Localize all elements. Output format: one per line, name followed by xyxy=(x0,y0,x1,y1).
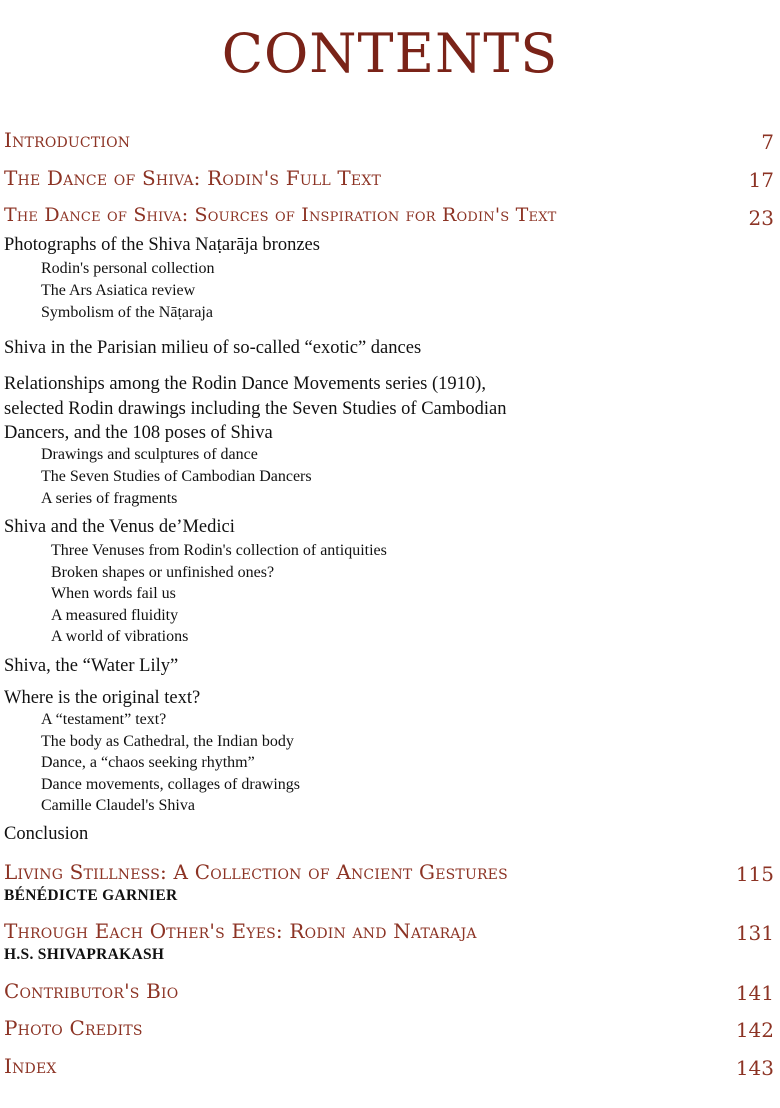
toc-entry-through-eyes[interactable]: Through Each Other's Eyes: Rodin and Nataraja xyxy=(4,919,477,943)
subsection-item: A series of fragments xyxy=(41,490,178,507)
subsection-item: Three Venuses from Rodin's collection of antiquities xyxy=(51,542,387,559)
subsection-item: A “testament” text? xyxy=(41,711,167,728)
section-parisian-heading: Shiva in the Parisian milieu of so-called “exotic” dances xyxy=(4,338,422,358)
page-title: CONTENTS xyxy=(221,22,559,85)
author-name: BÉNÉDICTE GARNIER xyxy=(4,887,178,904)
toc-entry-contributors-bio[interactable]: Contributor's Bio xyxy=(4,979,179,1003)
toc-page-photo-credits: 142 xyxy=(735,1018,774,1042)
section-relationships-heading-line: Dancers, and the 108 poses of Shiva xyxy=(4,423,273,443)
toc-entry-introduction[interactable]: Introduction xyxy=(4,128,131,152)
toc-page-index: 143 xyxy=(735,1056,774,1080)
section-photographs-heading: Photographs of the Shiva Naṭarāja bronzes xyxy=(4,235,320,255)
toc-entry-living-stillness[interactable]: Living Stillness: A Collection of Ancient Gestures xyxy=(4,860,508,884)
section-venus-heading: Shiva and the Venus de’Medici xyxy=(4,517,235,537)
subsection-item: Drawings and sculptures of dance xyxy=(41,446,258,463)
toc-entry-dance-full-text[interactable]: The Dance of Shiva: Rodin's Full Text xyxy=(4,166,382,190)
section-original-heading: Where is the original text? xyxy=(4,688,201,708)
toc-entry-dance-sources[interactable]: The Dance of Shiva: Sources of Inspiration for Rodin's Text xyxy=(4,204,557,226)
subsection-item: Broken shapes or unfinished ones? xyxy=(51,564,275,581)
subsection-item: Dance, a “chaos seeking rhythm” xyxy=(41,754,255,771)
subsection-item: Symbolism of the Nāṭaraja xyxy=(41,304,213,321)
subsection-item: When words fail us xyxy=(51,585,176,602)
toc-page-dance-full-text: 17 xyxy=(748,168,774,192)
section-conclusion-heading: Conclusion xyxy=(4,824,89,844)
subsection-item: The body as Cathedral, the Indian body xyxy=(41,733,294,750)
section-relationships-heading-line: Relationships among the Rodin Dance Movements series (1910), xyxy=(4,374,486,394)
toc-entry-index[interactable]: Index xyxy=(4,1054,57,1078)
author-name: H.S. SHIVAPRAKASH xyxy=(4,946,165,963)
subsection-item: Rodin's personal collection xyxy=(41,260,215,277)
subsection-item: Camille Claudel's Shiva xyxy=(41,797,195,814)
toc-page-living-stillness: 115 xyxy=(735,862,774,886)
subsection-item: A world of vibrations xyxy=(51,628,189,645)
section-water-lily-heading: Shiva, the “Water Lily” xyxy=(4,656,179,676)
toc-page-contributors-bio: 141 xyxy=(735,981,774,1005)
subsection-item: Dance movements, collages of drawings xyxy=(41,776,301,793)
toc-page-through-eyes: 131 xyxy=(735,921,774,945)
subsection-item: The Ars Asiatica review xyxy=(41,282,196,299)
toc-page-dance-sources: 23 xyxy=(748,206,774,230)
subsection-item: The Seven Studies of Cambodian Dancers xyxy=(41,468,312,485)
toc-page-introduction: 7 xyxy=(761,130,774,154)
section-relationships-heading-line: selected Rodin drawings including the Seven Studies of Cambodian xyxy=(4,399,507,419)
subsection-item: A measured fluidity xyxy=(51,607,179,624)
toc-entry-photo-credits[interactable]: Photo Credits xyxy=(4,1016,143,1040)
